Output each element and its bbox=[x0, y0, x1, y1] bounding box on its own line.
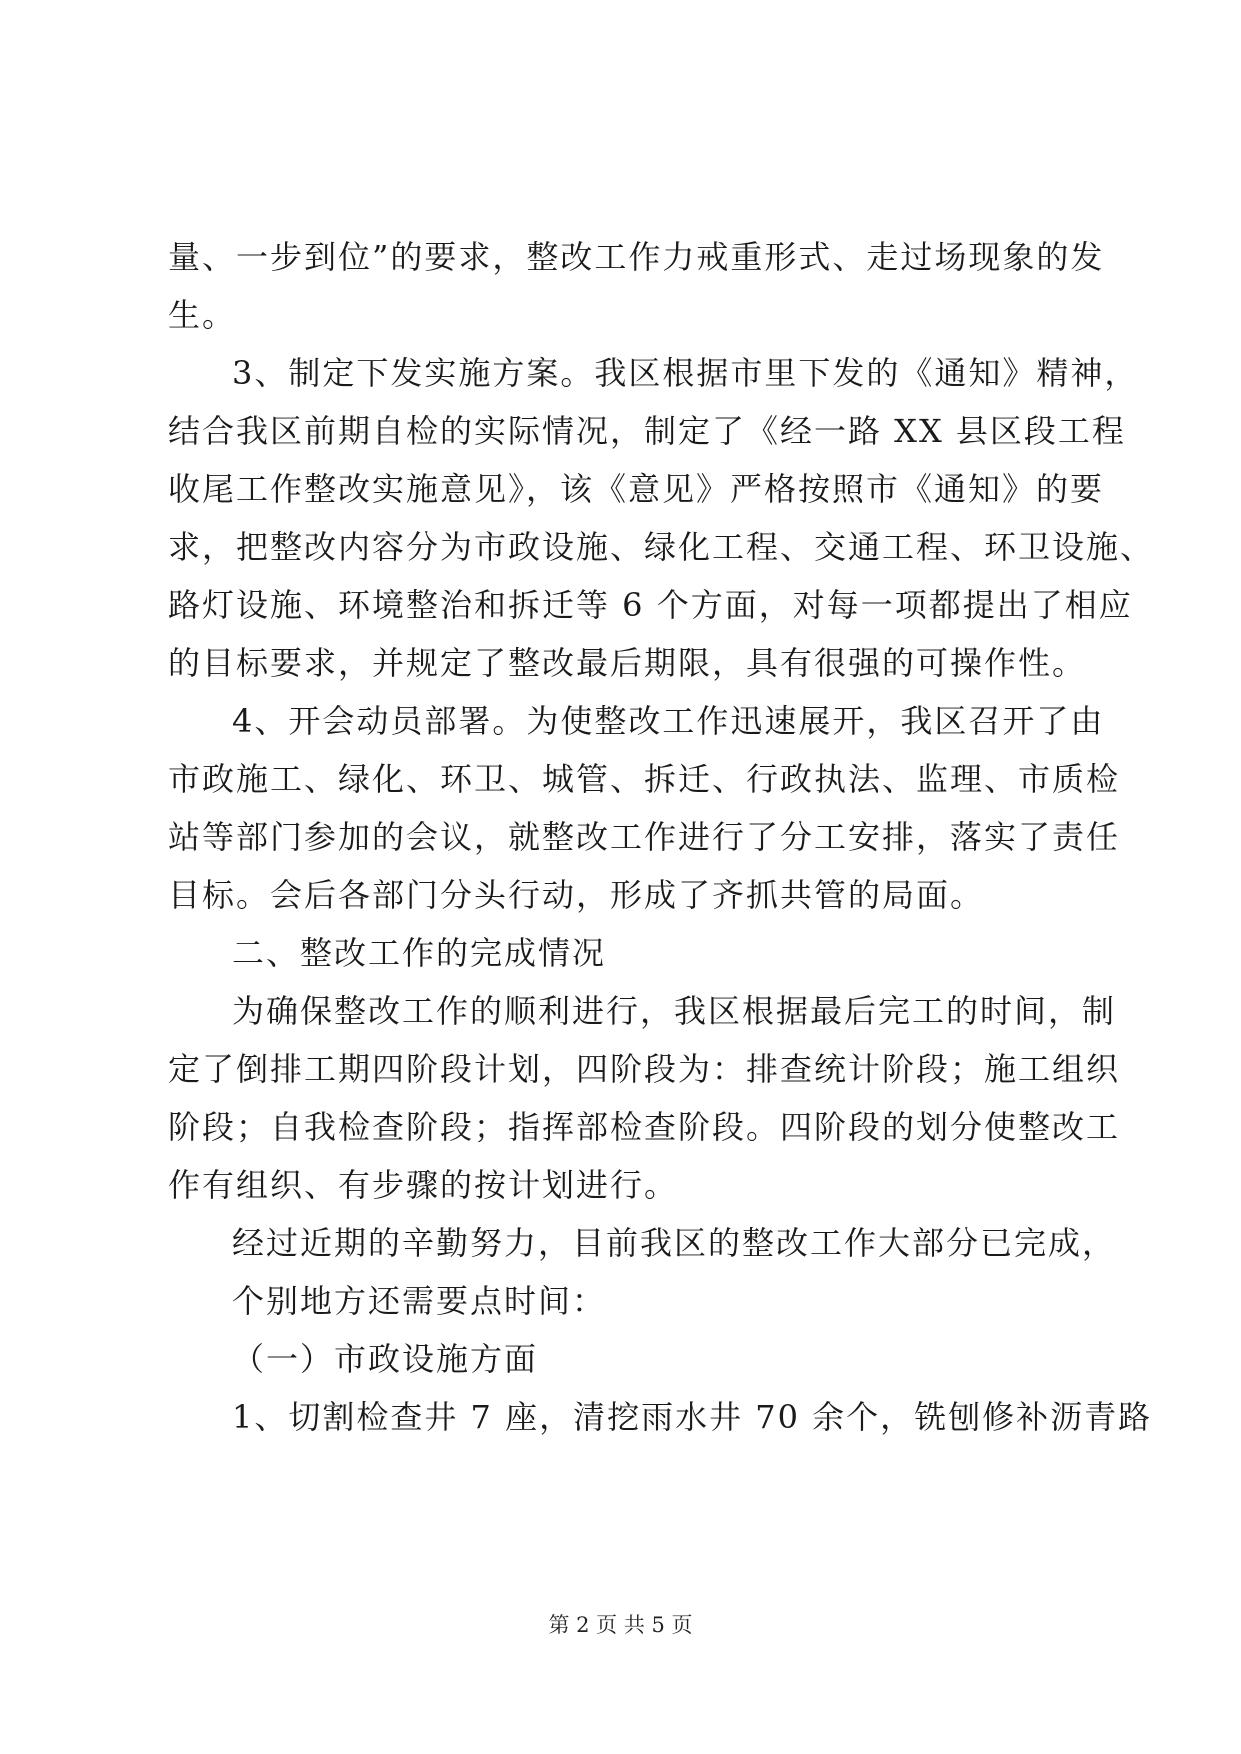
body-text-line: 个别地方还需要点时间： bbox=[232, 1282, 607, 1320]
body-text-line: 1、切割检查井 7 座，清挖雨水井 70 余个，铣刨修补沥青路 bbox=[232, 1398, 1153, 1436]
body-text-line: 站等部门参加的会议，就整改工作进行了分工安排，落实了责任 bbox=[168, 818, 1121, 856]
body-text-line: 4、开会动员部署。为使整改工作迅速展开，我区召开了由 bbox=[232, 702, 1105, 740]
body-text-line: 路灯设施、环境整治和拆迁等 6 个方面，对每一项都提出了相应 bbox=[168, 586, 1133, 624]
body-text-line: 经过近期的辛勤努力，目前我区的整改工作大部分已完成， bbox=[232, 1224, 1117, 1262]
body-text-line: 市政施工、绿化、环卫、城管、拆迁、行政执法、监理、市质检 bbox=[168, 760, 1121, 798]
subsection-heading: （一）市政设施方面 bbox=[232, 1340, 539, 1378]
body-text-line: 生。 bbox=[168, 296, 237, 334]
body-text-line: 结合我区前期自检的实际情况，制定了《经一路 XX 县区段工程 bbox=[168, 412, 1126, 450]
body-text-line: 的目标要求，并规定了整改最后期限，具有很强的可操作性。 bbox=[168, 644, 1087, 682]
body-text-line: 收尾工作整改实施意见》，该《意见》严格按照市《通知》的要 bbox=[168, 470, 1105, 508]
body-text-line: 定了倒排工期四阶段计划，四阶段为：排查统计阶段；施工组织 bbox=[168, 1050, 1121, 1088]
section-heading: 二、整改工作的完成情况 bbox=[232, 934, 607, 972]
body-text-line: 目标。会后各部门分头行动，形成了齐抓共管的局面。 bbox=[168, 876, 985, 914]
body-text-line: 为确保整改工作的顺利进行，我区根据最后完工的时间，制 bbox=[232, 992, 1117, 1030]
body-text-line: 量、一步到位”的要求，整改工作力戒重形式、走过场现象的发 bbox=[168, 238, 1105, 276]
body-text-line: 作有组织、有步骤的按计划进行。 bbox=[168, 1166, 679, 1204]
body-text-line: 阶段；自我检查阶段；指挥部检查阶段。四阶段的划分使整改工 bbox=[168, 1108, 1121, 1146]
page-footer: 第 2 页 共 5 页 bbox=[548, 1613, 693, 1637]
body-text-line: 求，把整改内容分为市政设施、绿化工程、交通工程、环卫设施、 bbox=[168, 528, 1155, 566]
body-text-line: 3、制定下发实施方案。我区根据市里下发的《通知》精神， bbox=[232, 354, 1139, 392]
